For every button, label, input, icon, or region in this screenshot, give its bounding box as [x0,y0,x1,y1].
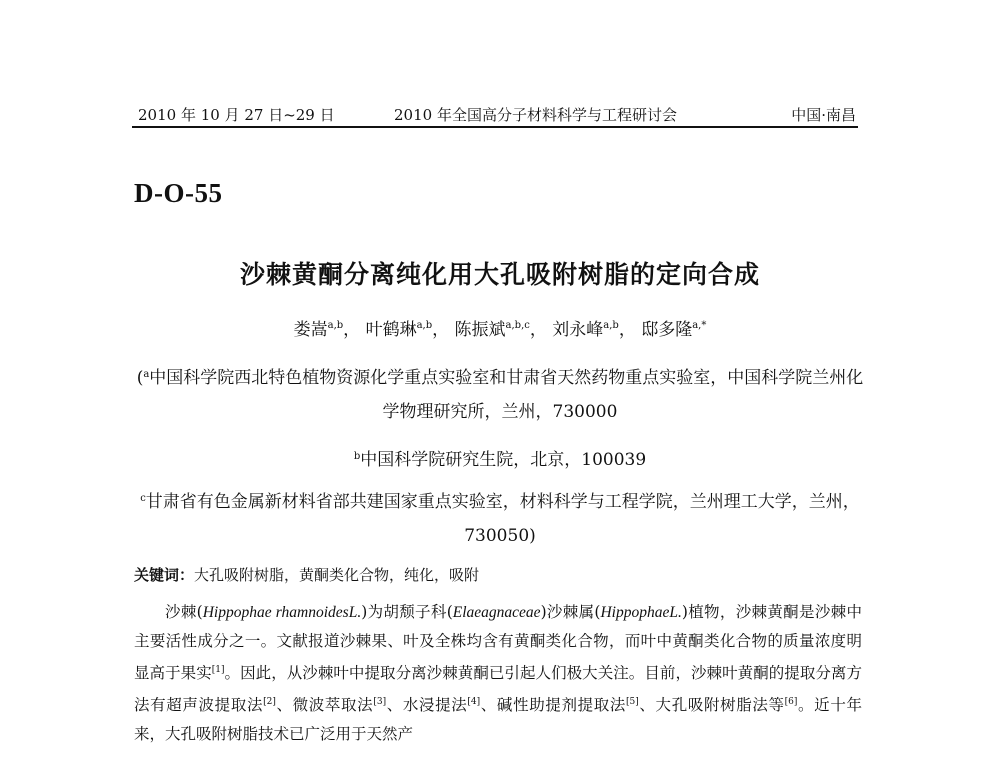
author-separator: ， [529,320,547,340]
affiliation-a [135,358,865,429]
author-affiliation-mark: a,b,c [505,320,530,331]
keywords-label: 关键词： [134,566,195,584]
family-name: Elaeagnaceae [452,604,541,621]
author-affiliation-mark: a,b [603,320,619,331]
body-text-run: )为胡颓子科( [361,603,453,621]
affiliation-text: 中国科学院西北特色植物资源化学重点实验室和甘肃省天然药物重点实验室，中国科学院兰州化学物理研究所，兰州，730000 [149,368,864,422]
body-text-run: 。因此，从沙棘叶中提取分离沙棘黄酮已引起人们极大关注。目前，沙棘叶黄酮的提取分离方法有超声波提取法 [134,664,862,714]
keywords-line [134,564,479,585]
affiliation-mark: c [140,493,146,504]
citation-ref: [6] [784,697,798,707]
author-name: 陈振斌 [454,320,506,340]
affiliation-open-paren: ( [136,368,144,388]
body-text-run: 、水浸提法 [386,696,468,714]
citation-ref: [3] [373,697,387,707]
paper-title: 沙棘黄酮分离纯化用大孔吸附树脂的定向合成 [239,260,760,289]
body-text-run: 、大孔吸附树脂法等 [638,696,785,714]
body-text-run: )植物，沙棘黄酮是沙棘中主要活性成分之一。文献报道沙棘果、叶及全株均含有黄酮类化合物，而叶中黄酮类化合物的质量浓度明显高于果实 [134,603,862,682]
body-paragraph [134,598,862,749]
author-separator: ， [618,320,636,340]
author-separator: ， [343,320,361,340]
affiliation-b [0,440,1000,477]
citation-ref: [1] [211,665,225,675]
header-conference: 2010 年全国高分子材料科学与工程研讨会 [394,106,677,124]
body-text-run: )沙棘属( [540,603,601,621]
author-affiliation-mark: a,* [692,320,707,331]
citation-ref: [5] [626,697,639,707]
genus-name: HippophaeL. [600,604,682,621]
author-list [0,315,1000,340]
keywords-text: 大孔吸附树脂，黄酮类化合物，纯化，吸附 [194,566,480,584]
body-text-run: 沙棘( [165,603,203,621]
affiliation-mark: b [353,451,361,462]
affiliation-c [135,482,865,553]
affiliation-mark: a [143,369,150,380]
species-name: Hippophae rhamnoidesL. [202,604,362,621]
author-separator: ， [432,320,450,340]
affiliation-text: 甘肃省有色金属新材料省部共建国家重点实验室，材料科学与工程学院，兰州理工大学，兰州，730050) [145,492,860,546]
body-text-run: 、碱性助提剂提取法 [480,696,627,714]
author-affiliation-mark: a,b [416,320,433,331]
author-name: 刘永峰 [552,320,604,340]
header-date: 2010 年 10 月 27 日~29 日 [138,106,335,124]
paper-id: D-O-55 [134,178,223,208]
author-affiliation-mark: a,b [327,320,344,331]
body-text-run: 、微波萃取法 [275,696,374,714]
running-header [132,100,858,128]
author-name: 叶鹤琳 [365,320,417,340]
citation-ref: [4] [467,697,481,707]
affiliation-text: 中国科学院研究生院，北京，100039 [360,450,647,470]
body-text-run: 。近十年来，大孔吸附树脂技术已广泛用于天然产 [134,696,862,743]
citation-ref: [2] [263,697,276,707]
author-name: 邸多隆 [641,320,693,340]
author-name: 娄嵩 [293,320,328,340]
header-place: 中国·南昌 [791,106,856,124]
